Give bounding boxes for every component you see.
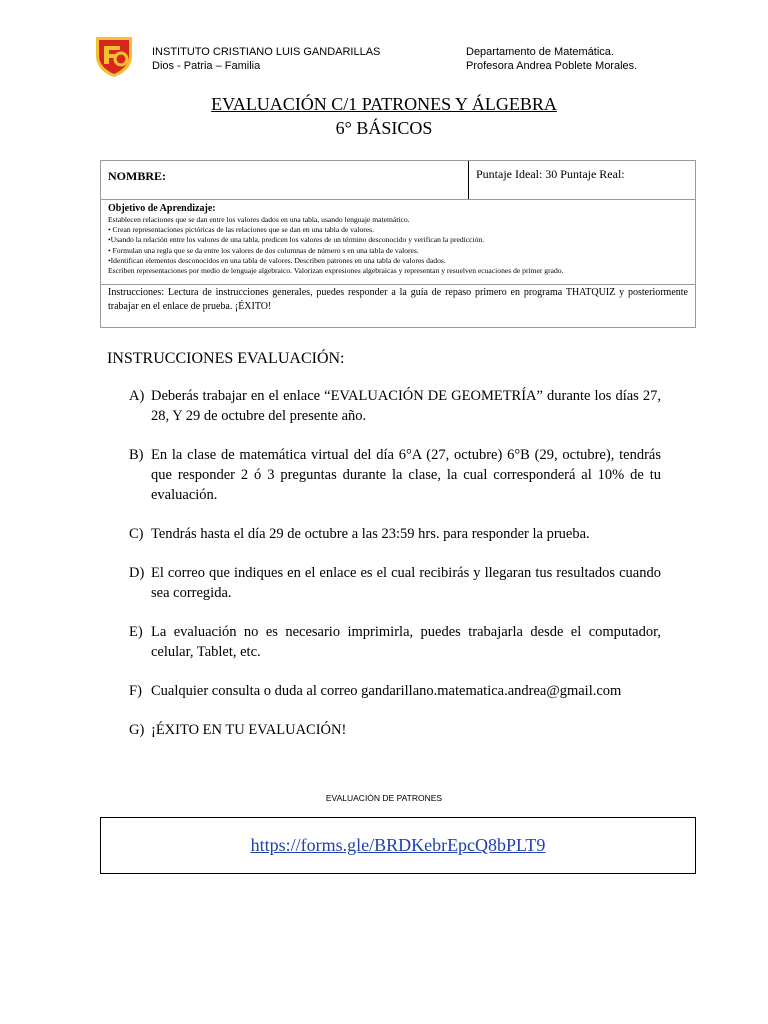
puntaje-label: Puntaje Ideal: 30 Puntaje Real: [476,167,625,181]
school-logo [92,34,136,78]
objective-title: Objetivo de Aprendizaje: [108,203,216,214]
school-name: INSTITUTO CRISTIANO LUIS GANDARILLAS [152,46,381,58]
instruction-item [129,386,661,426]
item-text: Deberás trabajar en el enlace “EVALUACIÓN DE GEOMETRÍA” durante los días 27, 28, Y 29 de octubre del presente año. [151,388,661,424]
info-row-objectives [101,200,695,285]
item-letter: E) [129,624,143,640]
objective-item: • Crean representaciones pictóricas de las relaciones que se dan en una tabla de valores. [108,225,375,235]
general-instructions: Instrucciones: Lectura de instrucciones generales, puedes responder a la guía de repaso primero en programa THATQUIZ y posteriormente trabajar en el enlace de prueba. ¡ÉXITO! [108,287,688,312]
instruction-item [129,622,661,662]
evaluation-link[interactable]: https://forms.gle/BRDKebrEpcQ8bPLT9 [250,835,546,855]
instructions-heading: INSTRUCCIONES EVALUACIÓN: [107,350,345,367]
header-left [152,45,380,73]
item-text: El correo que indiques en el enlace es el cual recibirás y llegaran tus resultados cuando sea corregida. [151,565,661,601]
school-motto: Dios - Patria – Familia [152,60,261,72]
objective-item: •Identifican elementos desconocidos en una tabla de valores. Describen patrones en una tabla de valores dados. [108,255,446,265]
title-line-1: EVALUACIÓN C/1 PATRONES Y ÁLGEBRA [211,94,557,114]
title-line-2: 6° BÁSICOS [335,118,433,138]
column-divider [468,161,469,199]
instructions-list [129,386,661,759]
item-text: En la clase de matemática virtual del día 6°A (27, octubre) 6°B (29, octubre), tendrás que responder 2 ó 3 preguntas durante la clase, la cual corresponderá al 10% de tu evaluación. [151,447,661,503]
evaluation-label: EVALUACIÓN DE PATRONES [325,793,443,803]
student-info-table [100,160,696,328]
item-letter: G) [129,722,145,738]
instruction-item [129,524,661,544]
item-text: Tendrás hasta el día 29 de octubre a las 23:59 hrs. para responder la prueba. [151,526,590,542]
objective-item: •Usando la relación entre los valores de una tabla, predicen los valores de un término desconocido y verifican la predicción. [108,235,485,245]
item-text: La evaluación no es necesario imprimirla, puedes trabajarla desde el computador, celular, Tablet, etc. [151,624,661,660]
instruction-item [129,681,661,701]
teacher-name: Profesora Andrea Poblete Morales. [466,60,638,72]
instruction-item [129,445,661,505]
item-letter: D) [129,565,145,581]
link-box [100,817,696,874]
item-letter: F) [129,683,142,699]
item-text: ¡ÉXITO EN TU EVALUACIÓN! [151,722,347,738]
document-title [0,92,768,140]
item-letter: B) [129,447,144,463]
info-row-name [101,161,695,200]
department-name: Departamento de Matemática. [466,46,614,58]
objective-item: Escriben representaciones por medio de lenguaje algebraico. Valorizan expresiones algebraicas y representan y resuelven ecuaciones de primer grado. [108,266,564,276]
item-letter: A) [129,388,145,404]
nombre-label: NOMBRE: [108,169,166,183]
instruction-item [129,563,661,603]
instruction-item [129,720,661,740]
item-letter: C) [129,526,144,542]
objective-item: Establecen relaciones que se dan entre los valores dados en una tabla, usando lenguaje matemático. [108,215,410,224]
header-right [466,45,637,73]
objective-list [108,215,564,276]
objective-item: • Formulan una regla que se da entre los valores de dos columnas de número s en una tabla de valores. [108,245,419,255]
item-text: Cualquier consulta o duda al correo gandarillano.matematica.andrea@gmail.com [151,683,622,699]
